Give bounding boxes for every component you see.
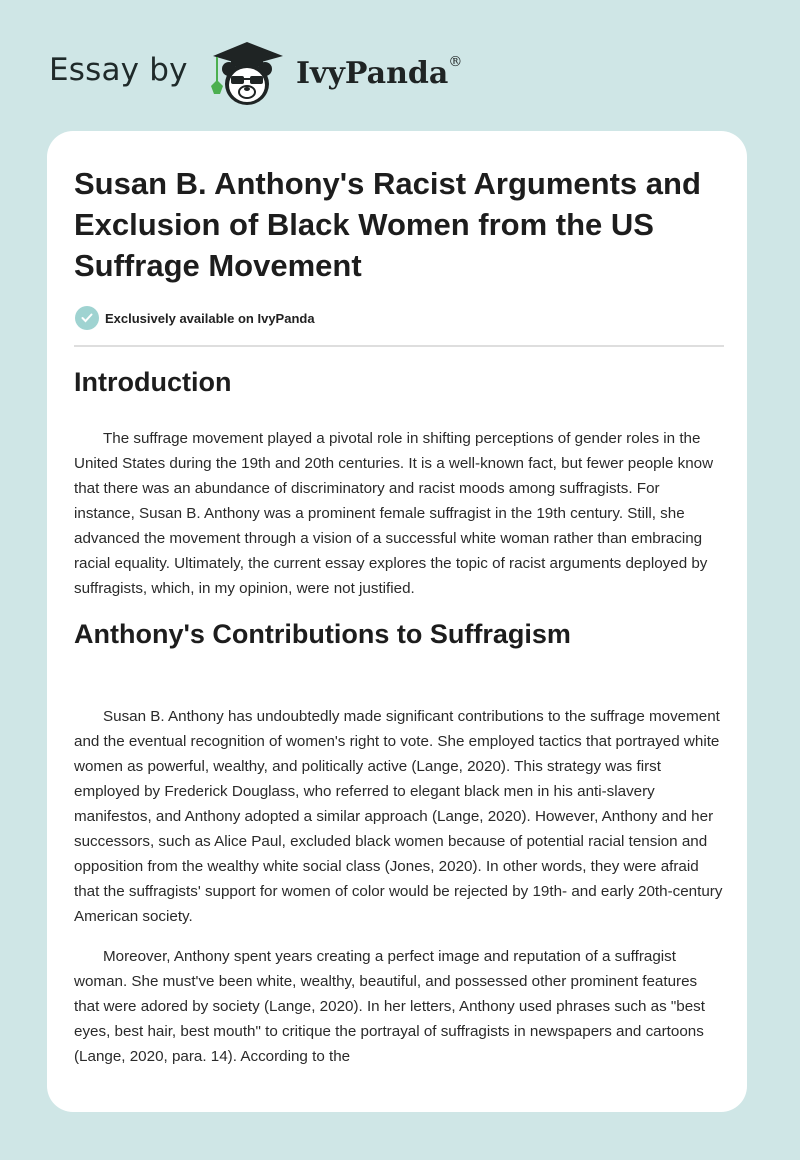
section-heading-introduction: Introduction xyxy=(74,367,232,397)
essay-by-label: Essay by xyxy=(49,52,188,88)
panda-graduate-icon[interactable] xyxy=(203,36,291,108)
paragraph: Moreover, Anthony spent years creating a perfect image and reputation of a suffragist woman. She must've been white, wealthy, beautiful, and possessed other prominent features that were adored by society (Lange, 2020). In her letters, Anthony used phrases such as "best eyes, best hair, best mouth" to critique the portrayal of suffragists in newspapers and cartoons (Lange, 2020, para. 14). According to the xyxy=(74,948,705,1065)
registered-mark: ® xyxy=(448,54,463,70)
site-header xyxy=(0,0,800,130)
paragraph: The suffrage movement played a pivotal role in shifting perceptions of gender roles in the United States during the 19th and 20th centuries. It is a well-known fact, but fewer people know that there was an abundance of discriminatory and racist moods among suffragists. For instance, Susan B. Anthony was a prominent female suffragist in the 19th century. Still, she advanced the movement through a vision of a successful white woman rather than embracing racial equality. Ultimately, the current essay explores the topic of racist arguments deployed by suffragists, which, in my opinion, were not justified. xyxy=(74,430,714,597)
divider xyxy=(74,345,724,347)
check-circle-icon xyxy=(75,306,99,330)
brand-text: IvyPanda xyxy=(296,56,449,91)
essay-card xyxy=(47,131,747,1112)
exclusive-badge xyxy=(75,306,315,330)
exclusive-label: Exclusively available on IvyPanda xyxy=(105,310,315,326)
brand-name[interactable] xyxy=(296,56,462,91)
paragraph: Susan B. Anthony has undoubtedly made significant contributions to the suffrage movement and the eventual recognition of women's right to vote. She employed tactics that portrayed white women as powerful, wealthy, and politically active (Lange, 2020). This strategy was first employed by Frederick Douglass, who referred to elegant black men in his anti-slavery manifestos, and Anthony adopted a similar approach (Lange, 2020). However, Anthony and her successors, such as Alice Paul, excluded black women because of potential racial tension and opposition from the wealthy white social class (Jones, 2020). In other words, they were afraid that the suffragists' support for women of color would be rejected by 19th- and early 20th-century American society. xyxy=(74,708,723,925)
section-heading-contributions: Anthony's Contributions to Suffragism xyxy=(74,619,571,649)
page-title: Susan B. Anthony's Racist Arguments and Exclusion of Black Women from the US Suffrage Movement xyxy=(74,166,701,283)
